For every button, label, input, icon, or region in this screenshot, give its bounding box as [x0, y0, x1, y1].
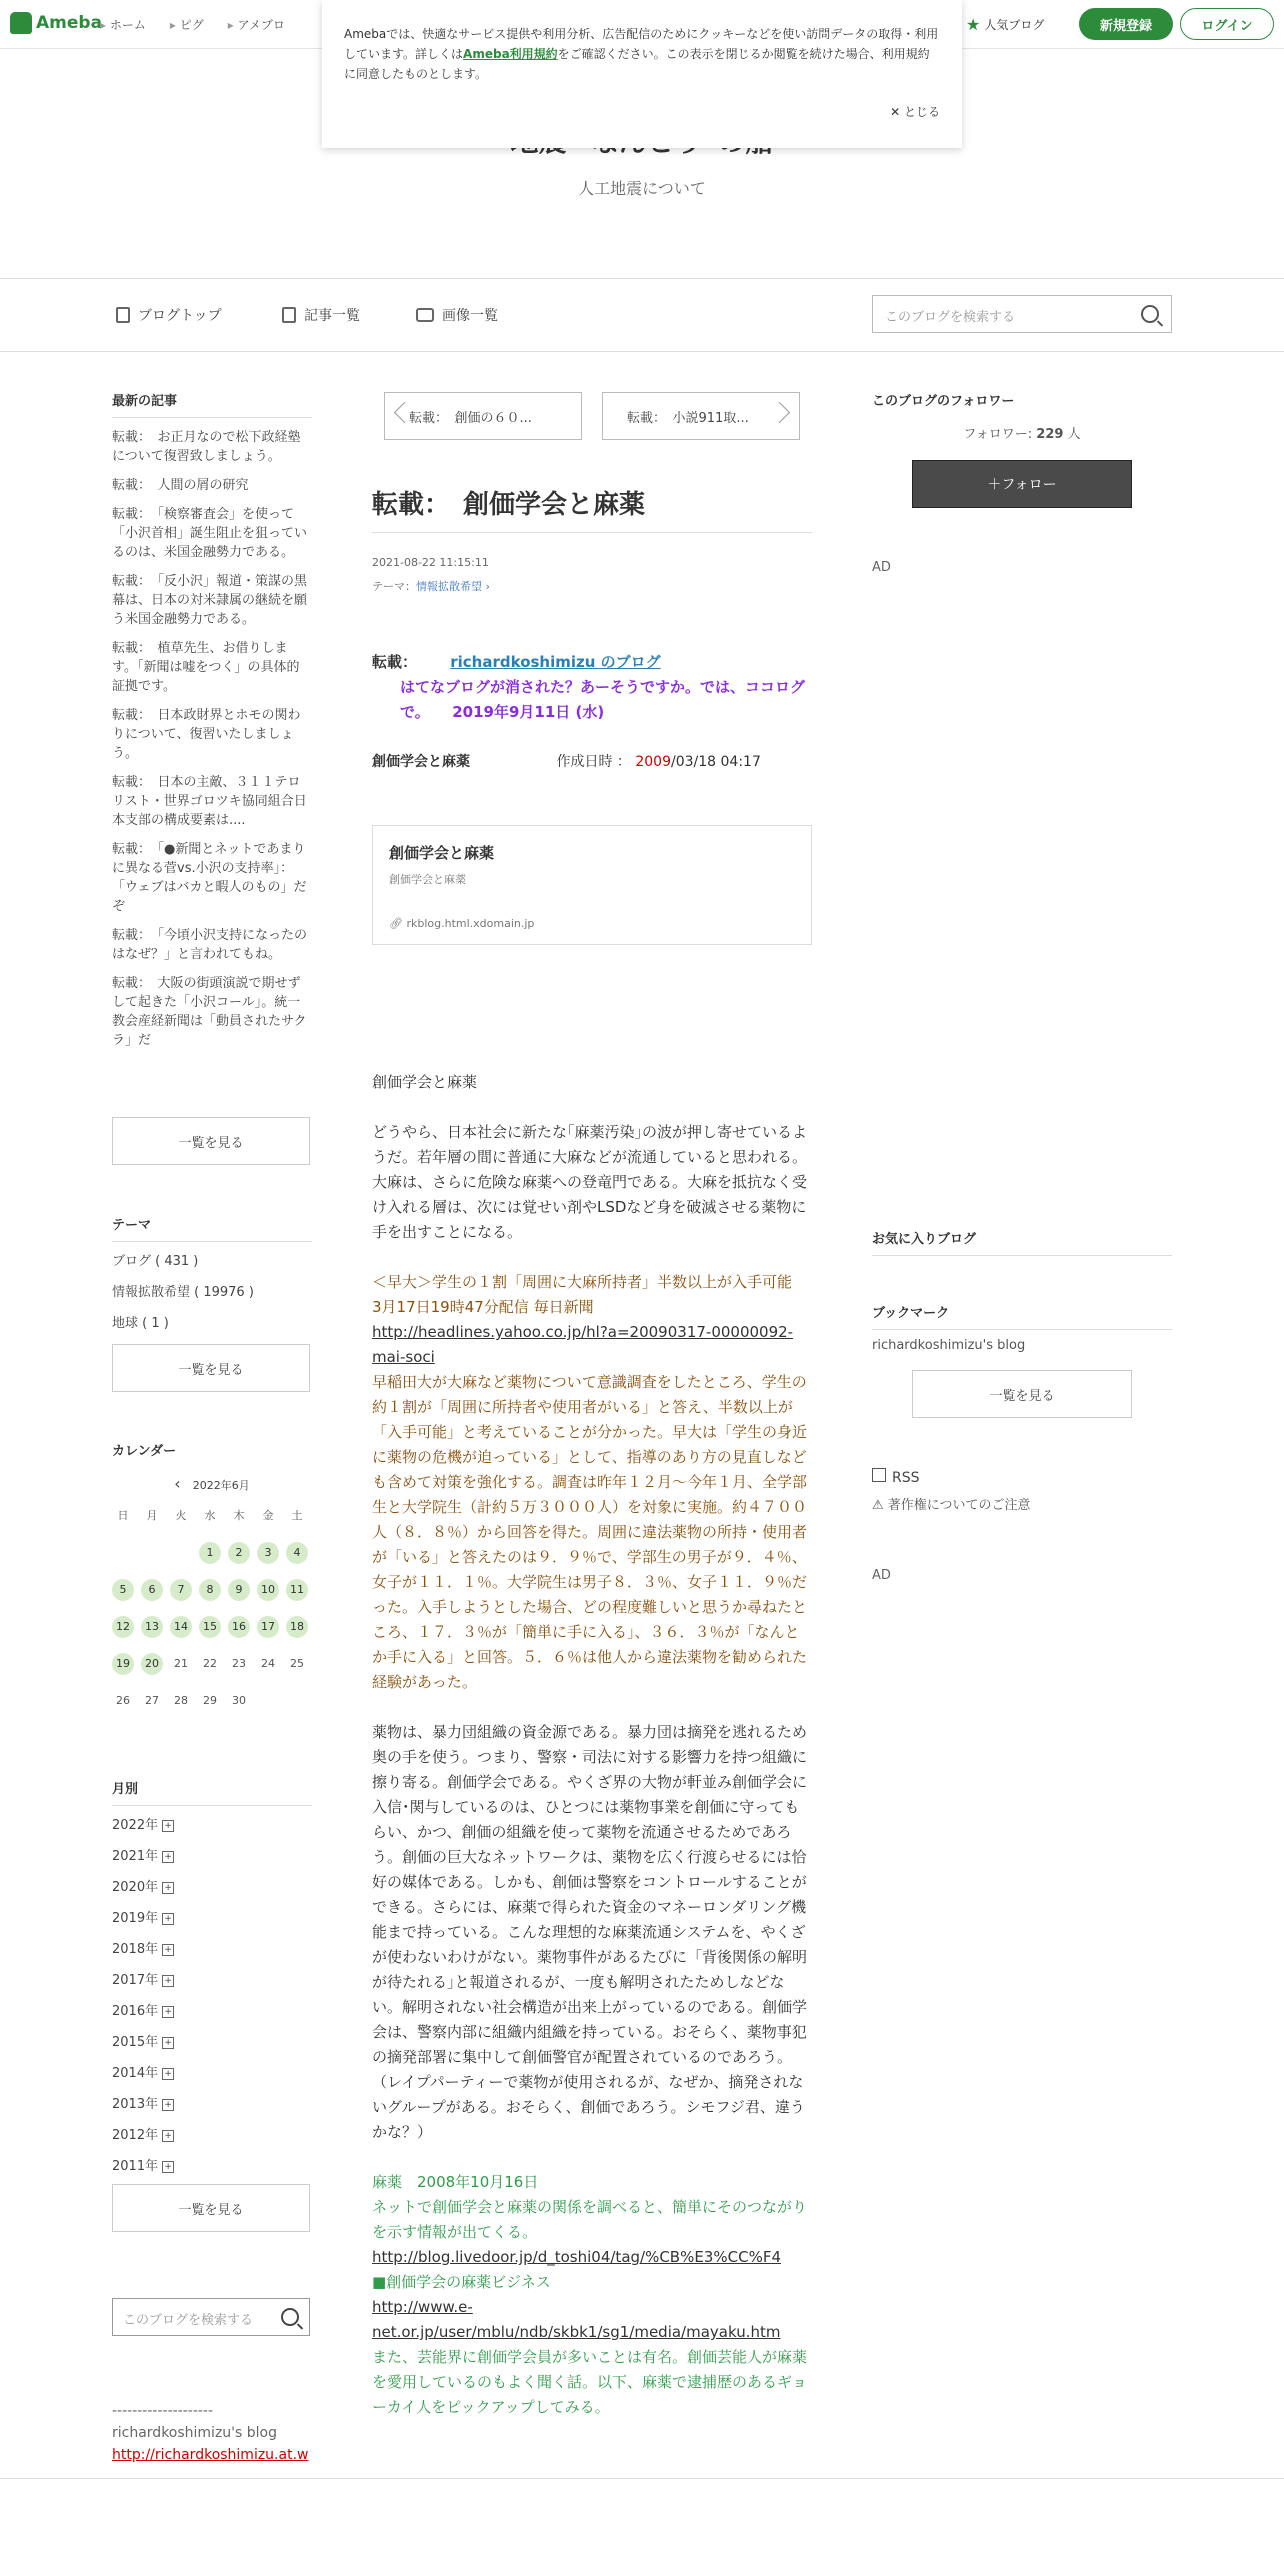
calendar-month-bar [112, 1474, 312, 1493]
calendar-day[interactable]: 9 [228, 1579, 250, 1601]
chevron-right-icon [769, 402, 790, 423]
calendar-day: 24 [261, 1657, 275, 1670]
year-label: 2021年 [112, 1849, 159, 1864]
created-label: 作成日時 ： [556, 754, 631, 770]
year-label: 2020年 [112, 1880, 159, 1895]
body-heading: 創価学会と麻薬 [372, 1073, 478, 1091]
calendar-weekday: 金 [262, 1509, 274, 1522]
calendar-section [112, 1440, 312, 1712]
blog-nav [0, 278, 1284, 352]
theme-item-blog[interactable]: ブログ ( 431 ) [112, 1254, 199, 1269]
calendar-day[interactable]: 17 [257, 1616, 279, 1638]
recent-article-item[interactable]: 転載： 「反小沢」報道・策謀の黒幕は、日本の対米隷属の継続を願う米国金融勢力である。 [112, 574, 308, 627]
blog-search-input[interactable] [872, 295, 1172, 333]
calendar-weekday: 月 [146, 1509, 158, 1522]
followers-unit: 人 [1067, 427, 1081, 442]
favorites-heading: お気に入りブログ [872, 1228, 1172, 1256]
nav-home[interactable]: ▸ ホーム [100, 16, 146, 33]
year-item[interactable] [112, 2120, 312, 2151]
recent-article-item[interactable]: 転載： 植草先生、お借りします。「新聞は嘘をつく」の具体的証拠です。 [112, 641, 300, 694]
global-nav [100, 16, 285, 33]
search-icon[interactable] [281, 2308, 299, 2326]
green-body-1: ネットで創価学会と麻薬の関係を調べると、簡単にそのつながりを示す情報が出てくる。 [372, 2198, 808, 2241]
expand-plus-icon[interactable]: + [162, 2006, 174, 2018]
document-icon [116, 307, 130, 323]
followers-section [872, 390, 1172, 442]
expand-plus-icon[interactable]: + [162, 1882, 174, 1894]
search-icon[interactable] [1141, 305, 1159, 323]
repost-label: 転載： [372, 653, 418, 671]
theme-more-wrap [112, 1344, 312, 1392]
footer-blog-link[interactable]: http://richardkoshimizu.at.w [112, 2447, 309, 2463]
chevron-right-icon: › [482, 580, 490, 593]
bookmark-item[interactable]: richardkoshimizu's blog [872, 1338, 1026, 1353]
year-label: 2012年 [112, 2128, 159, 2143]
monthly-more-button[interactable]: 一覧を見る [112, 2184, 310, 2232]
recent-article-item[interactable]: 転載： 「●新聞とネットであまりに異なる菅vs.小沢の支持率」：「ウェブはバカと暇人のもの」だぞ [112, 842, 307, 914]
entry-date: 2021-08-22 11:15:11 [372, 556, 489, 569]
calendar-day[interactable]: 15 [199, 1616, 221, 1638]
calendar-day[interactable]: 14 [170, 1616, 192, 1638]
year-item[interactable] [112, 1903, 312, 1934]
calendar-day[interactable]: 10 [257, 1579, 279, 1601]
year-item[interactable] [112, 2151, 312, 2182]
body-para-1: どうやら、日本社会に新たな｢麻薬汚染｣の波が押し寄せているようだ。若年層の間に普通に大麻などが流通していると思われる。大麻は、さらに危険な麻薬への登竜門である。大麻を抵抗なく受け入れる層は、次には覚せい剤やLSDなど身を破滅させる薬物に手を出すことになる。 [372, 1123, 808, 1241]
year-label: 2018年 [112, 1942, 159, 1957]
green-body-3: また、芸能界に創価学会員が多いことは有名。創価芸能人が麻薬を愛用しているのもよく聞く話。以下、麻薬で逮捕歴のあるギョーカイ人をピックアップしてみる。 [372, 2348, 808, 2416]
theme-heading: テーマ [112, 1214, 312, 1242]
ad-label-2: AD [872, 1568, 891, 1583]
year-label: 2017年 [112, 1973, 159, 1988]
expand-plus-icon[interactable]: + [162, 2161, 174, 2173]
cookie-close-button[interactable]: ✕ とじる [890, 105, 940, 119]
cookie-close-label: とじる [903, 105, 940, 119]
card-url-text: rkblog.html.xdomain.jp [406, 917, 535, 930]
cookie-text-1: Amebaでは、快適なサービス提供や利用分析、広告配信のためにクッキーなどを使い訪問データの取得・利用しています。詳しくは [344, 27, 939, 61]
theme-more-button[interactable]: 一覧を見る [112, 1344, 310, 1392]
calendar-empty [112, 1542, 134, 1564]
recent-article-item[interactable]: 転載： 大阪の街頭演説で期せずして起きた「小沢コール」。統一教会産経新聞は「動員されたサクラ」だ [112, 976, 307, 1048]
calendar-heading: カレンダー [112, 1444, 177, 1459]
ad-label-1: AD [872, 560, 891, 575]
recent-article-item[interactable]: 転載： 日本政財界とホモの関わりについて、復習いたしましょう。 [112, 708, 301, 761]
camera-icon [416, 308, 434, 322]
followers-count: 229 [1036, 427, 1064, 442]
theme-item-info[interactable]: 情報拡散希望 ( 19976 ) [112, 1285, 254, 1300]
expand-plus-icon[interactable]: + [162, 2130, 174, 2142]
rss-link[interactable] [872, 1468, 1172, 1486]
calendar-day[interactable]: 2 [228, 1542, 250, 1564]
entry-theme [372, 578, 490, 594]
follow-label: フォロー [1001, 477, 1057, 493]
calendar-weekday: 土 [291, 1509, 303, 1522]
recent-article-item[interactable]: 転載： 人間の屑の研究 [112, 478, 249, 493]
calendar-day[interactable]: 18 [286, 1616, 308, 1638]
nav-pigg[interactable]: ▸ ピグ [170, 16, 204, 33]
green-body-2: ■創価学会の麻薬ビジネス [372, 2273, 551, 2291]
news-headline: ＜早大＞学生の１割「周囲に大麻所持者」半数以上が入手可能 3月17日19時47分配信 毎日新聞 [372, 1273, 808, 1316]
popular-blog-label: 人気ブログ [984, 18, 1045, 32]
expand-plus-icon[interactable]: + [162, 1820, 174, 1832]
register-button[interactable]: 新規登録 [1079, 8, 1173, 40]
left-search-wrap [112, 2298, 312, 2336]
year-item[interactable] [112, 1996, 312, 2027]
calendar-empty [141, 1542, 163, 1564]
recent-more-wrap [112, 1117, 312, 1165]
body-para-2: 薬物は、暴力団組織の資金源である。暴力団は摘発を逃れるため奥の手を使う。つまり、警察・司法に対する影響力を持つ組織に擦り寄る。創価学会である。やくざ界の大物が軒並み創価学会に入信･関与しているのは、ひとつには薬物事業を創価に守ってもらい、かつ、創価の組織を使って薬物を流通させるためであろう。創価の巨大なネットワークは、薬物を広く行渡らせるには恰好の媒体である。しかも、創価は警察をコントロールすることができる。さらには、麻薬で得られた資金のマネーロンダリング機能まで持っている。こんな理想的な麻薬流通システムを、やくざが使わないわけがない。薬物事件があるたびに「背後関係の解明が待たれる｣と報道されるが、一度も解明されたためしなどない。解明されない社会構造が出来上がっているのである。創価学会は、警察内部に組織内組織を持っている。おそらく、薬物事犯の摘発部署に集中して創価警官が配置されているのであろう。（レイプパーティーで薬物が使用されるが、なぜか、摘発されないグループがある。おそらく、創価であろう。シモフジ君、違うかな？） [372, 1723, 808, 2141]
bookmark-more-button[interactable]: 一覧を見る [912, 1370, 1132, 1418]
bookmark-heading: ブックマーク [872, 1302, 1172, 1330]
year-label: 2014年 [112, 2066, 159, 2081]
expand-plus-icon[interactable]: + [162, 1913, 174, 1925]
calendar-day: 23 [232, 1657, 246, 1670]
cookie-text-2: をご確認ください。この表示を閉じるか閲覧を続けた場合、利用規約に同意したものとします。 [344, 47, 930, 81]
year-item[interactable] [112, 1872, 312, 1903]
calendar-day[interactable]: 7 [170, 1579, 192, 1601]
calendar-day: 25 [290, 1657, 304, 1670]
calendar-day[interactable]: 12 [112, 1616, 134, 1638]
year-item[interactable] [112, 1841, 312, 1872]
year-label: 2022年 [112, 1818, 159, 1833]
green-url-1[interactable]: http://blog.livedoor.jp/d_toshi04/tag/%CB%E3%CC%F4 [372, 2248, 781, 2266]
logo-text: Ameba [36, 13, 103, 33]
cookie-notice [322, 0, 962, 148]
blog-search-placeholder: このブログを検索する [885, 310, 1016, 325]
nav-article-list[interactable] [282, 305, 360, 325]
calendar-day[interactable]: 20 [141, 1653, 163, 1675]
footer-divider [0, 2478, 1284, 2479]
login-button[interactable]: ログイン [1180, 8, 1274, 40]
created-rest: /03/18 04:17 [671, 754, 761, 770]
next-article-label: 転載： 小説911取... [627, 410, 749, 426]
entry-title[interactable]: 転載： 創価学会と麻薬 [372, 490, 646, 520]
blog-description: 人工地震について [578, 179, 706, 198]
year-label: 2015年 [112, 2035, 159, 2050]
follow-button[interactable] [912, 460, 1132, 508]
star-icon: ★ [966, 15, 981, 34]
sub-title: 創価学会と麻薬 [372, 754, 470, 770]
calendar-day[interactable]: 13 [141, 1616, 163, 1638]
repost-note: はてなブログが消された？あーそうですか。では、ココログで。 2019年9月11日 (水) [400, 678, 806, 721]
news-body: 早稲田大が大麻など薬物について意識調査をしたところ、学生の約１割が「周囲に所持者や使用者がいる」と答え、半数以上が「入手可能」と考えていることが分かった。早大は「学生の身近に薬物の危機が迫っている」として、指導のあり方の見直しなども含めて対策を強化する。調査は昨年１２月～今年１月、全学部生と大学院生（計約５万３０００人）を対象に実施。約４７００人（８．８％）から回答を得た。周囲に違法薬物の所持・使用者が「いる」と答えたのは９．９％で、学部生の男子が９．４％、女子が１１．１％。大学院生は男子８．３％、女子１１．９％だった。入手しようとした場合、どの程度難しいと思うか尋ねたところ、１７．３％が「簡単に手に入る」、３６．３％が「なんとか手に入る」と回答。５．６％は他人から違法薬物を勧められた経験があった。 [372, 1373, 808, 1691]
recent-more-button[interactable]: 一覧を見る [112, 1117, 310, 1165]
footer-blog-name: richardkoshimizu's blog [112, 2425, 277, 2441]
article-body [372, 1070, 812, 2420]
title-divider [372, 532, 812, 533]
year-label: 2016年 [112, 2004, 159, 2019]
monthly-section [112, 1778, 312, 2182]
calendar-day: 30 [232, 1694, 246, 1707]
recent-article-item[interactable]: 転載： お正月なので松下政経塾について復習致しましょう。 [112, 430, 301, 464]
link-icon: 🔗︎ [389, 917, 407, 930]
favorites-section [872, 1228, 1172, 1256]
followers-label: フォロワー: [963, 427, 1033, 442]
card-title: 創価学会と麻薬 [389, 844, 495, 862]
calendar-day: 29 [203, 1694, 217, 1707]
card-url [389, 917, 795, 930]
bookmark-more-wrap [912, 1370, 1132, 1418]
calendar-day: 22 [203, 1657, 217, 1670]
left-search-placeholder: このブログを検索する [123, 2313, 254, 2328]
expand-plus-icon[interactable]: + [162, 2068, 174, 2080]
prev-article-button[interactable] [384, 392, 582, 440]
copyright-label: 著作権についてのご注意 [887, 1498, 1031, 1513]
green-url-2[interactable]: http://www.e-net.or.jp/user/mblu/ndb/skbk1/sg1/media/mayaku.htm [372, 2298, 781, 2341]
calendar-weekday: 木 [233, 1509, 245, 1522]
news-url[interactable]: http://headlines.yahoo.co.jp/hl?a=20090317-00000092-mai-soci [372, 1323, 794, 1366]
popular-blog-link[interactable] [966, 15, 1044, 34]
year-item[interactable] [112, 1965, 312, 1996]
nav-image-list[interactable] [416, 305, 498, 325]
calendar-day[interactable]: 5 [112, 1579, 134, 1601]
calendar-day[interactable]: 3 [257, 1542, 279, 1564]
green-heading: 麻薬 2008年10月16日 [372, 2173, 539, 2191]
nav-article-list-label: 記事一覧 [304, 308, 360, 324]
recent-heading: 最新の記事 [112, 390, 312, 418]
theme-label: テーマ： [372, 580, 416, 593]
ameba-logo[interactable] [10, 12, 102, 34]
nav-blog-top[interactable] [116, 305, 222, 325]
year-label: 2013年 [112, 2097, 159, 2112]
year-label: 2019年 [112, 1911, 159, 1926]
ameba-logo-icon [10, 12, 32, 34]
theme-item-earth[interactable]: 地球 ( 1 ) [112, 1316, 169, 1331]
copyright-link[interactable] [872, 1494, 1172, 1513]
chevron-left-icon[interactable]: ‹ [174, 1474, 181, 1493]
recent-articles [112, 390, 312, 1050]
plus-icon: ＋ [987, 477, 1002, 493]
expand-plus-icon[interactable]: + [162, 2037, 174, 2049]
link-card[interactable] [372, 825, 812, 945]
calendar-day: 26 [116, 1694, 130, 1707]
theme-link[interactable]: 情報拡散希望 [416, 580, 482, 593]
year-label: 2011年 [112, 2159, 159, 2174]
recent-article-item[interactable]: 転載： 「検察審査会」を使って「小沢首相」誕生阻止を狙っているのは、米国金融勢力である。 [112, 507, 308, 560]
calendar-weekday: 火 [175, 1509, 187, 1522]
copy-icon [282, 307, 296, 323]
nav-blog-top-label: ブログトップ [138, 308, 222, 324]
expand-plus-icon[interactable]: + [162, 1975, 174, 1987]
recent-article-item[interactable]: 転載： 「今頃小沢支持になったのはなぜ？」と言われてもね。 [112, 928, 308, 962]
year-item[interactable] [112, 1934, 312, 1965]
monthly-more-wrap [112, 2184, 312, 2232]
repost-block [372, 650, 812, 725]
year-item[interactable] [112, 2058, 312, 2089]
warning-icon: ⚠ [872, 1498, 888, 1513]
created-year: 2009 [635, 754, 671, 770]
year-item[interactable] [112, 2089, 312, 2120]
calendar-day: 28 [174, 1694, 188, 1707]
expand-plus-icon[interactable]: + [162, 1944, 174, 1956]
terms-link[interactable]: Ameba利用規約 [463, 47, 558, 61]
calendar-day: 21 [174, 1657, 188, 1670]
year-item[interactable] [112, 1810, 312, 1841]
calendar-weekday: 水 [204, 1509, 216, 1522]
calendar-day[interactable]: 6 [141, 1579, 163, 1601]
theme-section [112, 1214, 312, 1339]
created-line [372, 750, 812, 775]
calendar-month: 2022年6月 [192, 1479, 250, 1492]
calendar-day[interactable]: 8 [199, 1579, 221, 1601]
calendar-day[interactable]: 19 [112, 1653, 134, 1675]
calendar-grid [112, 1505, 312, 1712]
followers-count-line [872, 423, 1172, 442]
calendar-weekday: 日 [117, 1509, 129, 1522]
recent-article-item[interactable]: 転載： 日本の主敵、３１１テロリスト・世界ゴロツキ協同組合日本支部の構成要素は.... [112, 775, 307, 828]
bookmark-section [872, 1302, 1172, 1353]
next-article-button[interactable] [602, 392, 800, 440]
footer-dash: -------------------- [112, 2403, 214, 2419]
left-footer [112, 2400, 312, 2466]
calendar-day[interactable]: 16 [228, 1616, 250, 1638]
card-subtitle: 創価学会と麻薬 [389, 873, 466, 886]
expand-plus-icon[interactable]: + [162, 1851, 174, 1863]
followers-heading: このブログのフォロワー [872, 394, 1015, 409]
prev-article-label: 転載： 創価の６０... [409, 410, 532, 426]
calendar-day: 27 [145, 1694, 159, 1707]
repost-link[interactable]: richardkoshimizu のブログ [450, 653, 661, 671]
calendar-empty [170, 1542, 192, 1564]
calendar-day[interactable]: 11 [286, 1579, 308, 1601]
expand-plus-icon[interactable]: + [162, 2099, 174, 2111]
nav-image-list-label: 画像一覧 [442, 308, 498, 324]
rss-icon [872, 1468, 886, 1482]
year-item[interactable] [112, 2027, 312, 2058]
rss-label: RSS [892, 1470, 920, 1486]
nav-ameblo[interactable]: ▸ アメブロ [228, 16, 285, 33]
calendar-day[interactable]: 4 [286, 1542, 308, 1564]
monthly-heading: 月別 [112, 1778, 312, 1806]
left-search-input[interactable] [112, 2298, 310, 2336]
calendar-day[interactable]: 1 [199, 1542, 221, 1564]
